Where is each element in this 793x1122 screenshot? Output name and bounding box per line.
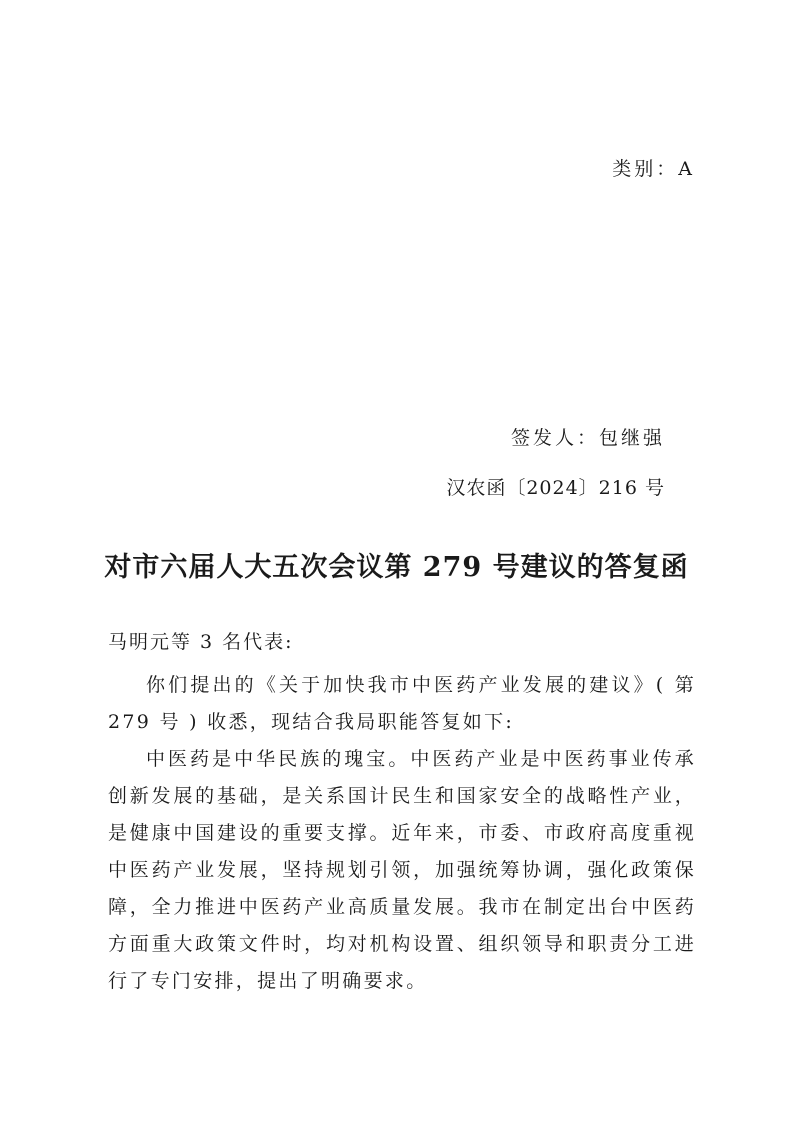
document-number: 汉农函〔2024〕216 号 — [446, 477, 665, 499]
document-category: 类别：A — [612, 158, 695, 180]
body-paragraph-2: 中医药是中华民族的瑰宝。中医药产业是中医药事业传承创新发展的基础，是关系国计民生和国家安全的战略性产业，是健康中国建设的重要支撑。近年来，市委、市政府高度重视中医药产业发展，坚持规划引领，加强统筹协调，强化政策保障，全力推进中医药产业高质量发展。我市在制定出台中医药方面重大政策文件时，均对机构设置、组织领导和职责分工进行了专门安排，提出了明确要求。 — [108, 748, 696, 992]
salutation: 马明元等 3 名代表: — [108, 631, 294, 653]
document-title: 对市六届人大五次会议第 279 号建议的答复函 — [104, 552, 689, 583]
document-signer: 签发人：包继强 — [510, 427, 665, 449]
body-paragraph-1: 你们提出的《关于加快我市中医药产业发展的建议》( 第 279 号 ) 收悉，现结合我局职能答复如下: — [108, 674, 696, 733]
